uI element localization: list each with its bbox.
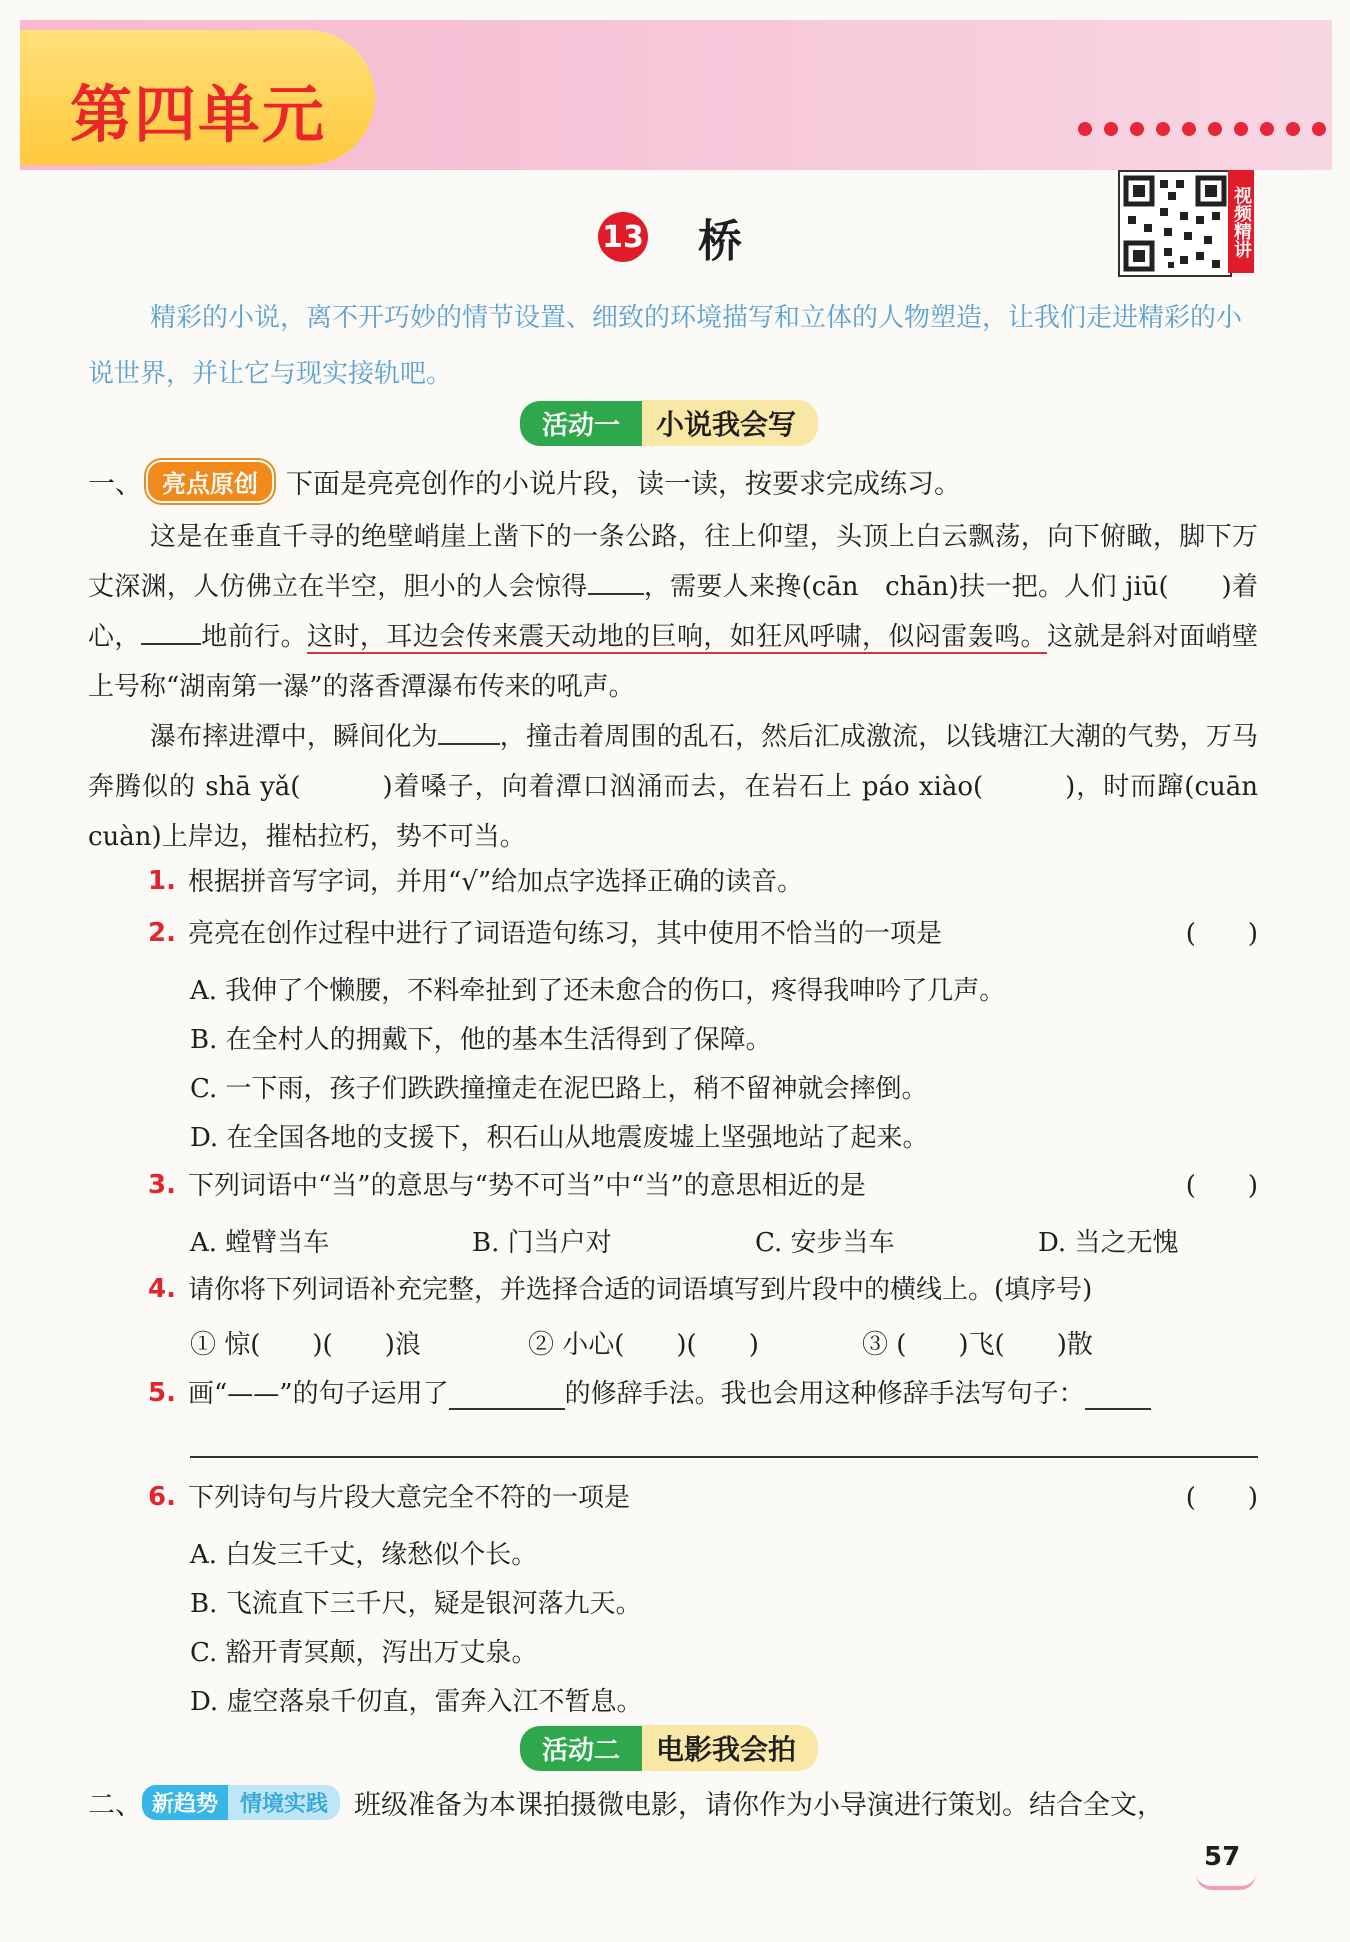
passage-text: 这就是斜对面峭壁上号称“湖南第一瀑”的落香潭瀑布传来的吼声。: [88, 622, 1258, 702]
subquestion-text: 的修辞手法。我也会用这种修辞手法写句子：: [564, 1379, 1085, 1409]
passage-text: 地前行。: [200, 622, 307, 652]
dot-icon: [1130, 122, 1144, 136]
page-swoosh-icon: [1196, 1874, 1256, 1890]
option-b: B. 门当户对: [472, 1228, 612, 1258]
passage-paragraph-1: [88, 512, 1258, 712]
option-b: B. 飞流直下三千尺，疑是银河落九天。: [190, 1589, 642, 1619]
option-c: C. 豁开青冥颠，泻出万丈泉。: [190, 1638, 538, 1668]
option-a: A. 我伸了个懒腰，不料牵扯到了还未愈合的伤口，疼得我呻吟了几声。: [190, 976, 1006, 1006]
subquestion-text: 下列诗句与片段大意完全不符的一项是: [188, 1483, 631, 1513]
activity2-header: [520, 1725, 818, 1771]
subquestion-3: [148, 1170, 1258, 1202]
dot-icon: [1156, 122, 1170, 136]
dot-icon: [1260, 122, 1274, 136]
subquestion-text: 亮亮在创作过程中进行了词语造句练习，其中使用不恰当的一项是: [188, 919, 943, 949]
word-fill-3[interactable]: ③ ( )飞( )散: [862, 1330, 1093, 1360]
option-a: A. 螳臂当车: [190, 1228, 330, 1258]
question-text: 班级准备为本课拍摄微电影，请你作为小导演进行策划。结合全文，: [354, 1790, 1165, 1821]
page-number: 57: [1204, 1842, 1241, 1872]
question-text: 下面是亮亮创作的小说片段，读一读，按要求完成练习。: [286, 469, 961, 500]
word-fill-2[interactable]: ② 小心( )( ): [528, 1330, 759, 1360]
qr-code-icon[interactable]: [1118, 170, 1232, 277]
subquestion-number: 5.: [148, 1378, 176, 1408]
answer-blank[interactable]: [588, 593, 644, 595]
question-index: 二、: [88, 1790, 142, 1821]
option-d: D. 在全国各地的支援下，积石山从地震废墟上坚强地站了起来。: [190, 1123, 929, 1153]
option-d: D. 虚空落泉千仞直，雷奔入江不暂息。: [190, 1687, 643, 1717]
subquestion-number: 3.: [148, 1170, 176, 1200]
subquestion-number: 2.: [148, 918, 176, 948]
subquestion-number: 4.: [148, 1274, 176, 1304]
new-trend-badge: 新趋势: [142, 1785, 228, 1820]
answer-line[interactable]: [190, 1456, 1258, 1458]
answer-blank[interactable]: [1085, 1378, 1151, 1410]
subquestion-text: 下列词语中“当”的意思与“势不可当”中“当”的意思相近的是: [188, 1171, 866, 1201]
underlined-sentence: 这时，耳边会传来震天动地的巨响，如狂风呼啸，似闷雷轰鸣。: [307, 622, 1047, 652]
answer-paren[interactable]: ( ): [1185, 1483, 1258, 1513]
answer-blank[interactable]: [438, 743, 500, 745]
dot-icon: [1104, 122, 1118, 136]
passage: [88, 512, 1285, 862]
passage-text: 瀑布摔进潭中，瞬间化为: [150, 722, 438, 752]
passage-text: ，需要人来搀(cān chān)扶一把。人们 jiū( )着心，: [88, 572, 1258, 652]
dot-icon: [1286, 122, 1300, 136]
subquestion-number: 6.: [148, 1482, 176, 1512]
lesson-number: 13: [598, 212, 648, 262]
activity2-name: 电影我会拍: [642, 1725, 818, 1771]
passage-text: ，撞击着周围的乱石，然后汇成激流，以钱塘江大潮的气势，万马奔腾似的 shā yǎ( )着嗓子，向着潭口汹涌而去，在岩石上 páo xiào( )，时而蹿(cuān cuàn)上岸边，摧枯拉朽，势不可当。: [88, 722, 1285, 852]
answer-blank[interactable]: [141, 643, 201, 645]
question-1-prompt: [88, 460, 961, 503]
activity1-header: [520, 400, 818, 446]
dot-icon: [1312, 122, 1326, 136]
option-a: A. 白发三千丈，缘愁似个长。: [190, 1540, 538, 1570]
answer-paren[interactable]: ( ): [1185, 1171, 1258, 1201]
subquestion-2: [148, 918, 1258, 950]
decorative-dots: [1078, 122, 1326, 136]
subquestion-5: [148, 1378, 1151, 1410]
activity1-name: 小说我会写: [642, 400, 818, 446]
unit-title: 第四单元: [70, 78, 327, 151]
subquestion-6: [148, 1482, 1258, 1514]
answer-blank[interactable]: [449, 1378, 565, 1410]
subquestion-text: 画“——”的句子运用了: [188, 1379, 449, 1409]
word-fill-1[interactable]: ① 惊( )( )浪: [190, 1330, 421, 1360]
practice-badge: 情境实践: [228, 1785, 340, 1820]
subquestion-4: [148, 1274, 1092, 1306]
intro-text: 精彩的小说，离不开巧妙的情节设置、细致的环境描写和立体的人物塑造，让我们走进精彩的小说世界，并让它与现实接轨吧。: [88, 303, 1243, 389]
question-2-prompt: [88, 1783, 1164, 1822]
passage-paragraph-2: [88, 712, 1285, 862]
subquestion-number: 1.: [148, 866, 176, 896]
option-c: C. 安步当车: [755, 1228, 895, 1258]
subquestion-1: [148, 866, 803, 898]
activity1-pill: 活动一: [520, 401, 642, 446]
dot-icon: [1182, 122, 1196, 136]
activity2-pill: 活动二: [520, 1726, 642, 1771]
passage-text: 这是在垂直千寻的绝壁峭崖上凿下的一条公路，往上仰望，头顶上白云飘荡，向下俯瞰，脚下万丈深渊，人仿佛立在半空，胆小的人会惊得: [88, 522, 1258, 602]
option-d: D. 当之无愧: [1038, 1228, 1179, 1258]
dot-icon: [1078, 122, 1092, 136]
subquestion-text: 请你将下列词语补充完整，并选择合适的词语填写到片段中的横线上。(填序号): [188, 1275, 1093, 1305]
dot-icon: [1234, 122, 1248, 136]
option-c: C. 一下雨，孩子们跌跌撞撞走在泥巴路上，稍不留神就会摔倒。: [190, 1074, 928, 1104]
original-badge: 亮点原创: [146, 460, 274, 503]
question-index: 一、: [88, 469, 142, 500]
option-b: B. 在全村人的拥戴下，他的基本生活得到了保障。: [190, 1025, 772, 1055]
answer-paren[interactable]: ( ): [1185, 919, 1258, 949]
subquestion-text: 根据拼音写字词，并用“√”给加点字选择正确的读音。: [188, 867, 804, 897]
video-lecture-label: 视频精讲: [1228, 170, 1254, 273]
lesson-title: 桥: [698, 216, 742, 267]
dot-icon: [1208, 122, 1222, 136]
